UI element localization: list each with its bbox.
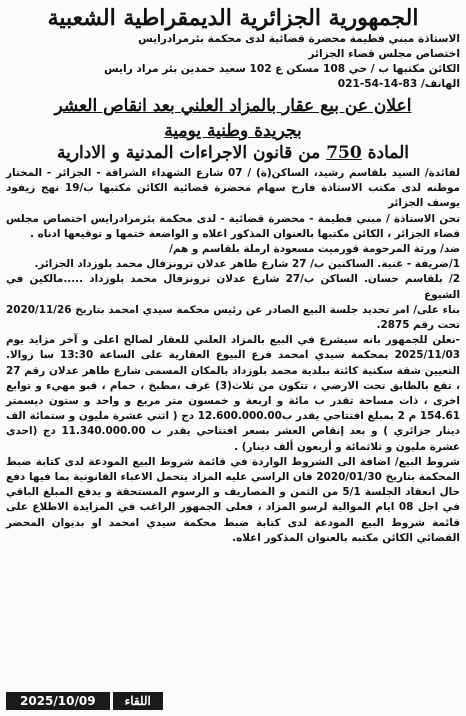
body-paragraph-conditions: شروط البيع/ اضافة الى الشروط الواردة في قائمة شروط البيع المودعة لدى كتابة ضبط المحكمة بتاريخ 2020/01/30 فان الراسي عليه المزاد يتحمل الاعباء القانونية بما فيها دفع حال انعقاد الجلسة 5/1 من الثمن و المصاريف و الرسوم المستحقة و يدفع المبلغ الباقي في اجل 08 ايام الموالية لرسو المزاد ، فعلى الجمهور الراغب في المزايدة الاطلاع على قائمة شروط البيع المودعة لدى كتابة ضبط محكمة سيدي امحمد او بديوان المحضر القضائي الكائن مكتبه بالعنوان المذكور اعلاه. <box>6 455 460 544</box>
phone-label: الهاتف/ <box>420 78 460 90</box>
article-suffix: من قانون الاجراءات المدنية و الادارية <box>56 143 321 163</box>
phone-number: 021-54-14-83 <box>337 78 418 90</box>
article-reference <box>6 142 460 164</box>
office-line-1: الاستاذة مبني فطيمة محضرة قضائية لدى محكمة بئرمرادرايس <box>138 33 460 45</box>
article-prefix: المادة <box>367 143 410 163</box>
office-phone <box>6 77 460 92</box>
body-paragraph-sale: -نعلن للجمهور بانه سيشرع في البيع بالمزاد العلني للعقار لصالح اعلى و آخر مزايد يوم 2025/11/03 بمحكمة سيدي امحمد فرع البيوع العقارية على الساعة 13:30 سا زوالا. التعيين شقة سكنية كائنة ببلدية محمد بلوزداد بالمكان المسمى شارع طاهر عدلان رقم 27 ، تقع بالطابق تحت الارضي ، تتكون من ثلاث(3) غرف ،مطبخ ، حمام ، قبو مهيء و توابع اخرى ، ذات مساحة تقدر ب مائة و اربعة و خمسون متر مربع و واحد و ستون ديسمتر 154.61 م 2 بمبلغ افتتاحي يقدر ب12.600.000.00 دج ( اثني عشرة مليون و ستمائة الف دينار جزائري ) و بعد إنقاص العشر بسعر افتتاحي يقدر ب 11.340.000.00 دج (احدى عشرة مليون و ثلاثمائة و أربعون ألف دينار) . <box>6 334 460 453</box>
body-paragraph-against: ضد/ ورثة المرحومة قورميت مسعودة ارملة بلقاسم و هم/ <box>169 243 460 256</box>
body-paragraph-beneficiary: لفائدة/ السيد بلقاسم رشيد، الساكن(ة) / 07 شارع الشهداء الشراقة - الجزائر - المختار موطنه لدى مكتب الاستاذة فارح سهام محضرة قضائية الكائن مكتبها ب/19 نهج زيفود يوسف الجزائر <box>6 167 460 210</box>
body-paragraph-heir-2: 2/ بلقاسم حسان. الساكن ب/27 شارع عدلان ترونزفال محمد بلوزداد .....مالكين في الشيوع <box>6 273 460 301</box>
newspaper-footer <box>6 692 166 710</box>
body-paragraph-heir-1: 1/ضريفة - غنية. الساكنين ب/ 27 شارع طاهر عدلان ترونزفال محمد بلوزداد الجزائر. <box>34 258 460 271</box>
announcement-subtitle: بجريدة وطنية يومية <box>164 121 302 141</box>
body-paragraph-bailiff: نحن الاستاذة / مبني فطيمة - محضرة قضائية - لدى محكمة بئرمرادرايس اختصاص مجلس قضاء الجزائر ، الكائن مكتبها بالعنوان المذكور اعلاه و الواضعة ختمها و توقيعها ادناه . <box>6 212 460 240</box>
announcement-title: اعلان عن بيع عقار بالمزاد العلني بعد انقاص العشر <box>54 96 412 116</box>
publication-date: 2025/10/09 <box>6 692 110 710</box>
bailiff-office-block <box>6 32 460 92</box>
body-paragraph-order: بناء على/ امر تحديد جلسة البيع الصادر عن رئيس محكمة سيدي امحمد بتاريخ 2020/11/26 تحت رقم 2875. <box>6 303 460 332</box>
article-number: 750 <box>326 143 362 163</box>
newspaper-name: اللقاء <box>113 692 163 710</box>
notice-body <box>6 166 460 546</box>
office-line-3: الكائن مكتبها ب / حي 108 مسكن ع 102 سعيد حمدين بئر مراد رايس <box>104 63 460 75</box>
office-line-2: اختصاص مجلس قضاء الجزائر <box>308 48 460 60</box>
republic-title: الجمهورية الجزائرية الديمقراطية الشعبية <box>47 5 419 31</box>
